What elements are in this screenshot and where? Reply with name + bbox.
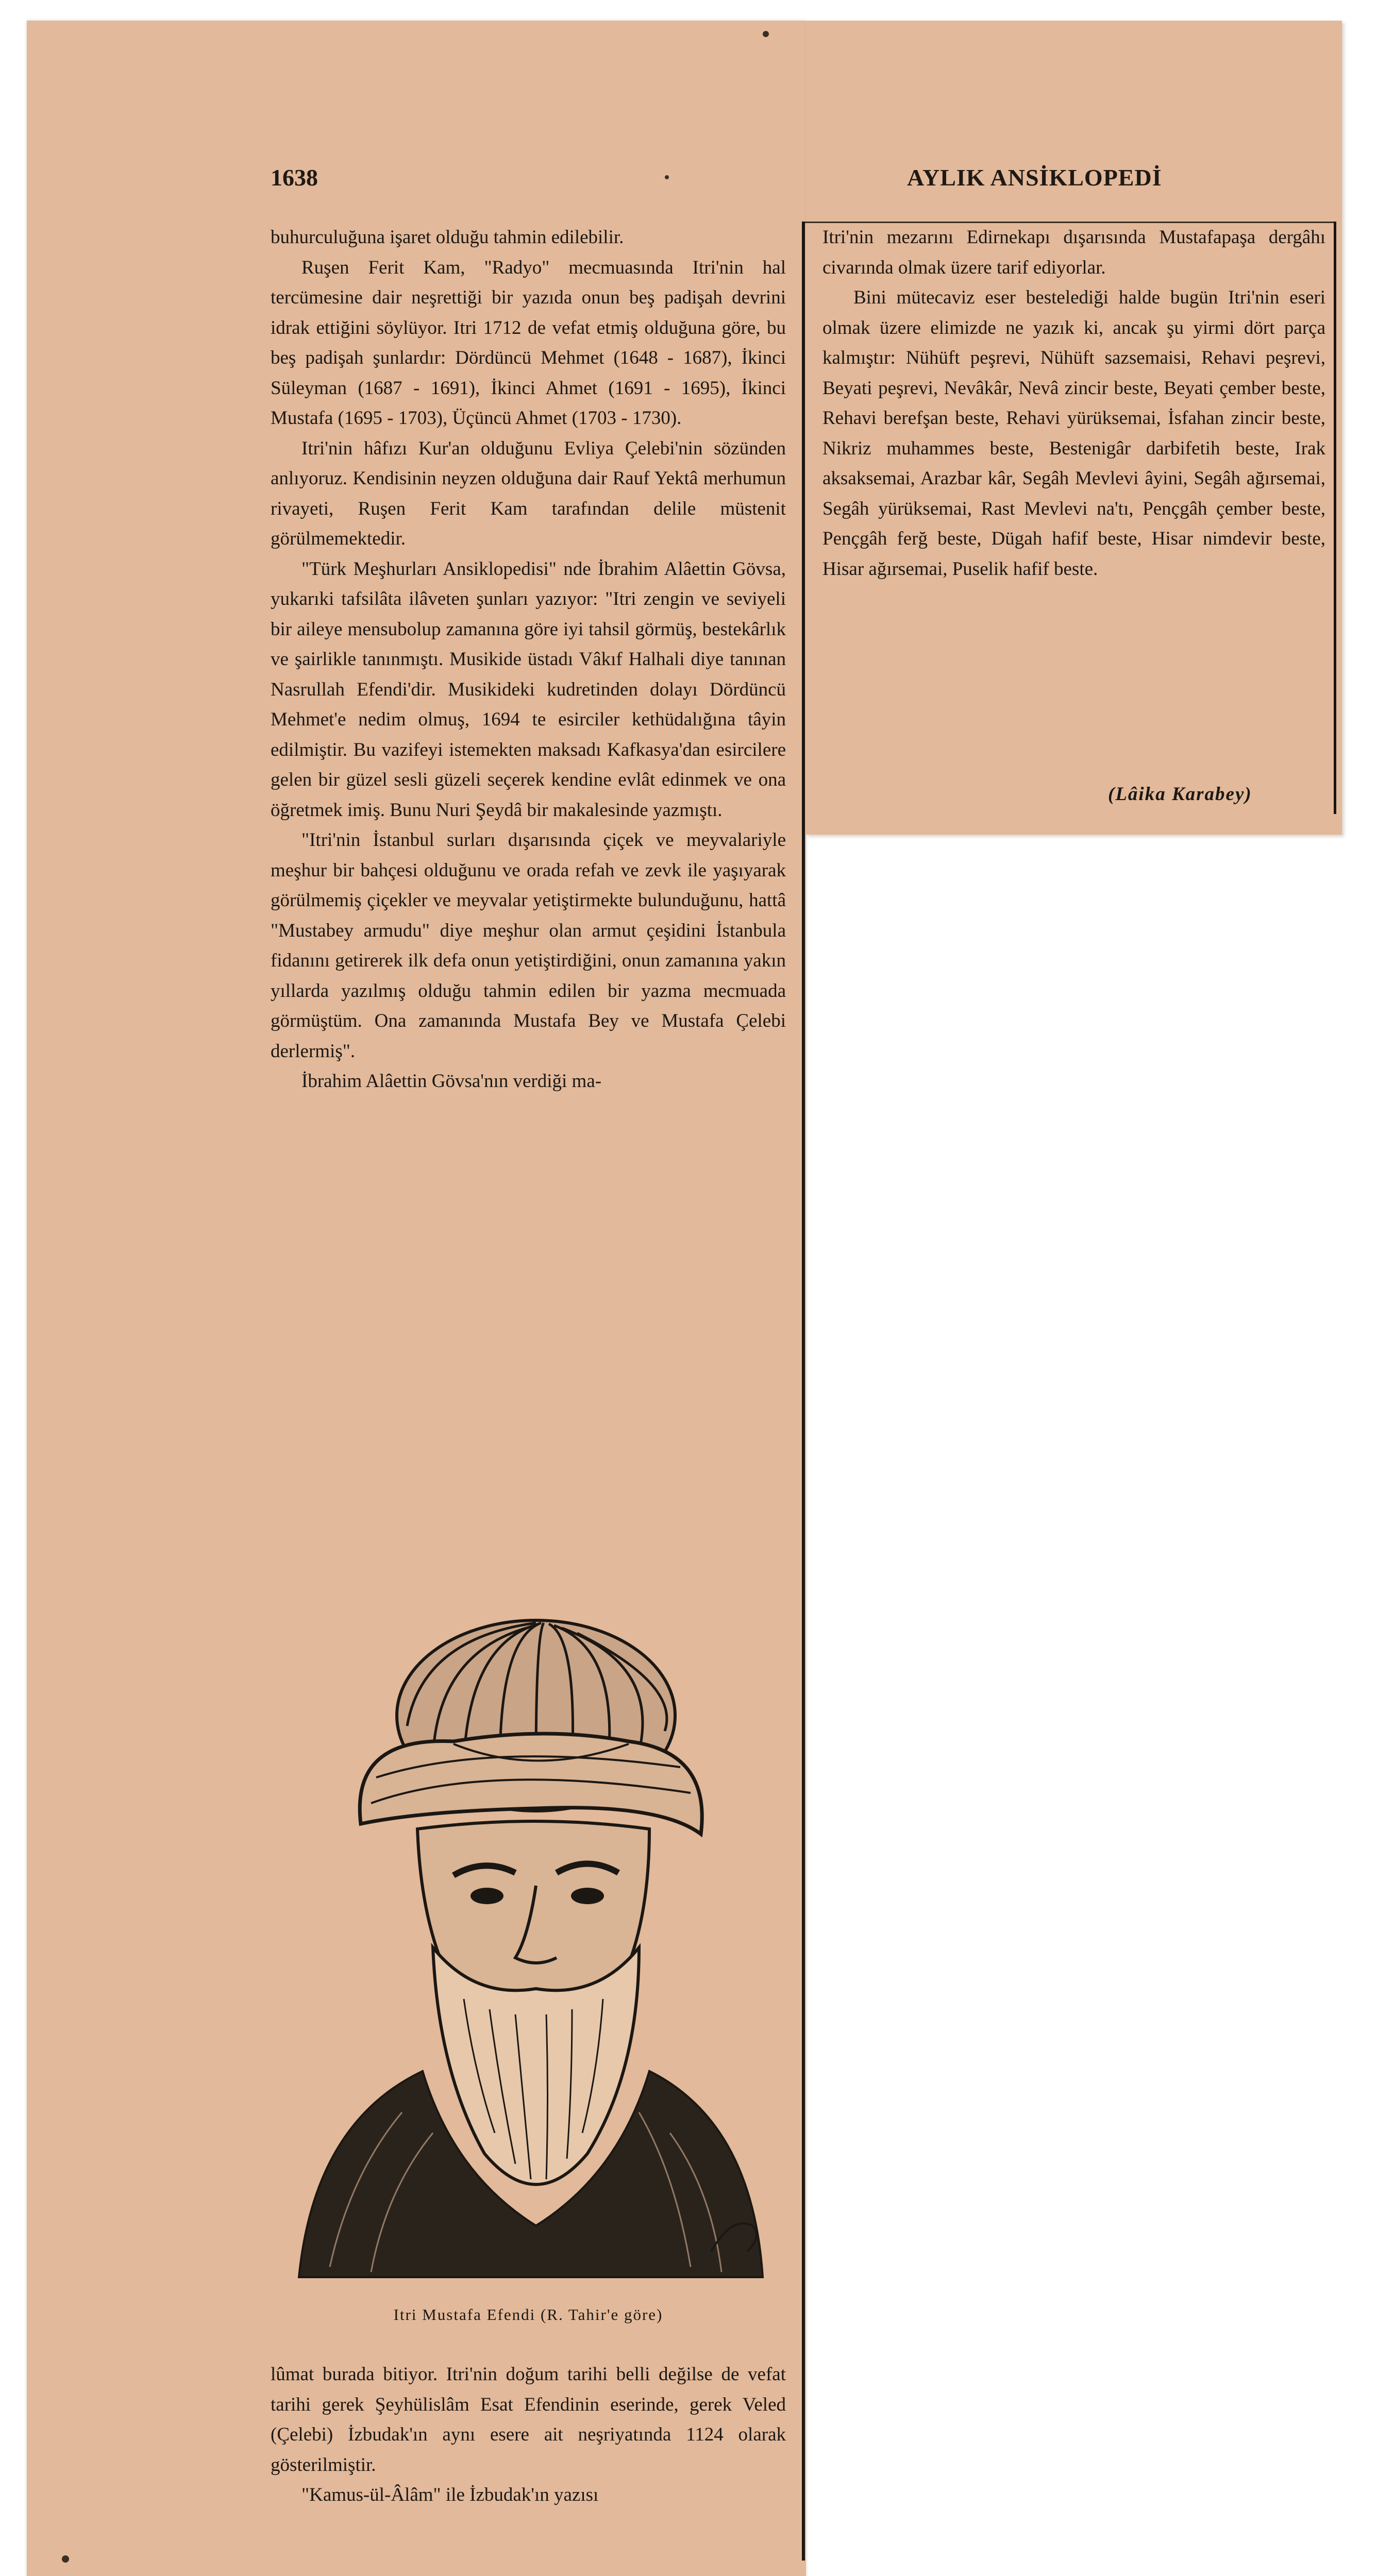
running-head: AYLIK ANSİKLOPEDİ	[907, 164, 1162, 191]
paper-speck	[665, 175, 669, 179]
paper-speck	[62, 2555, 69, 2563]
paragraph: buhurculuğuna işaret olduğu tahmin edilebilir.	[271, 227, 624, 248]
paragraph: Ruşen Ferit Kam, "Radyo" mecmuasında Itri'nin hal tercümesine dair neşrettiği bir yazıda onun beş padişah devrini idrak ettiğini söylüyor. Itri 1712 de vefat etmiş olduğuna göre, bu beş padişah şunlardır: Dördüncü Mehmet (1648 - 1687), İkinci Süleyman (1687 - 1691), İkinci Ahmet (1691 - 1695), İkinci Mustafa (1695 - 1703), Üçüncü Ahmet (1703 - 1730).	[271, 257, 786, 429]
portrait-illustration	[268, 1607, 783, 2287]
paper-speck	[763, 31, 769, 37]
page-number: 1638	[271, 164, 318, 191]
right-column-text	[822, 223, 1325, 584]
paragraph: İbrahim Alâettin Gövsa'nın verdiği ma-	[301, 1071, 602, 1092]
left-column-continuation	[271, 2360, 786, 2511]
paragraph: Itri'nin hâfızı Kur'an olduğunu Evliya Çelebi'nin sözünden anlıyoruz. Kendisinin neyzen olduğuna dair Rauf Yektâ merhumun rivayeti, Ruşen Ferit Kam tarafından delile müstenit görülmemektedir.	[271, 437, 786, 549]
author-signature: (Lâika Karabey)	[1108, 784, 1252, 805]
left-column-text	[271, 223, 786, 1097]
figure-caption: Itri Mustafa Efendi (R. Tahir'e göre)	[393, 2306, 663, 2324]
column-rule	[802, 222, 805, 2561]
column-rule-right	[1334, 222, 1336, 814]
paragraph: Itri'nin mezarını Edirnekapı dışarısında Mustafapaşa dergâhı civarında olmak üzere tarif ediyorlar.	[822, 227, 1325, 278]
paragraph: Bini mütecaviz eser bestelediği halde bugün Itri'nin eseri olmak üzere elimizde ne yazık ki, ancak şu yirmi dört parça kalmıştır: Nühüft peşrevi, Nühüft sazsemaisi, Rehavi peşrevi, Beyati peşrevi, Nevâkâr, Nevâ zincir beste, Beyati çember beste, Rehavi berefşan beste, Rehavi yürüksemai, İsfahan zincir beste, Nikriz muhammes beste, Bestenigâr darbifetih beste, Irak aksaksemai, Arazbar kâr, Segâh Mevlevi âyini, Segâh ağırsemai, Segâh yürüksemai, Rast Mevlevi na'tı, Pençgâh çember beste, Pençgâh ferğ beste, Dügah hafif beste, Hisar nimdevir beste, Hisar ağırsemai, Puselik hafif beste.	[822, 287, 1325, 580]
paragraph: "Türk Meşhurları Ansiklopedisi" nde İbrahim Alâettin Gövsa, yukarıki tafsilâta ilâveten şunları yazıyor: "Itri zengin ve seviyeli bir aileye mensubolup zamanına göre iyi tahsil görmüş, bestekârlık ve şairlikle tanınmıştı. Musikide üstadı Vâkıf Halhali diye tanınan Nasrullah Efendi'dir. Musikideki kudretinden dolayı Dördüncü Mehmet'e nedim olmuş, 1694 te esirciler kethüdalığına tâyin edilmiştir. Bu vazifeyi istemekten maksadı Kafkasya'dan esircilere gelen bir güzel sesli güzeli seçerek kendine evlât edinmek ve ona öğretmek imiş. Bunu Nuri Şeydâ bir makalesinde yazmıştı.	[271, 558, 786, 821]
paragraph: "Itri'nin İstanbul surları dışarısında çiçek ve meyvalariyle meşhur bir bahçesi olduğunu ve orada refah ve zevk ile yaşıyarak görülmemiş çiçekler ve meyvalar yetiştirmekte bulunduğunu, hattâ "Mustabey armudu" diye meşhur olan armut çeşidini İstanbula fidanını getirerek ilk defa onun yetiştirdiğini, onun zamanına yakın yıllarda yazılmış olduğu tahmin edilen bir yazma mecmuada görmüştüm. Ona zamanında Mustafa Bey ve Mustafa Çelebi derlermiş".	[271, 829, 786, 1062]
paragraph: lûmat burada bitiyor. Itri'nin doğum tarihi belli değilse de vefat tarihi gerek Şeyhülislâm Esat Efendinin eserinde, gerek Veled (Çelebi) İzbudak'ın aynı esere ait neşriyatında 1124 olarak gösterilmiştir.	[271, 2364, 786, 2476]
paragraph: "Kamus-ül-Âlâm" ile İzbudak'ın yazısı	[301, 2484, 599, 2505]
